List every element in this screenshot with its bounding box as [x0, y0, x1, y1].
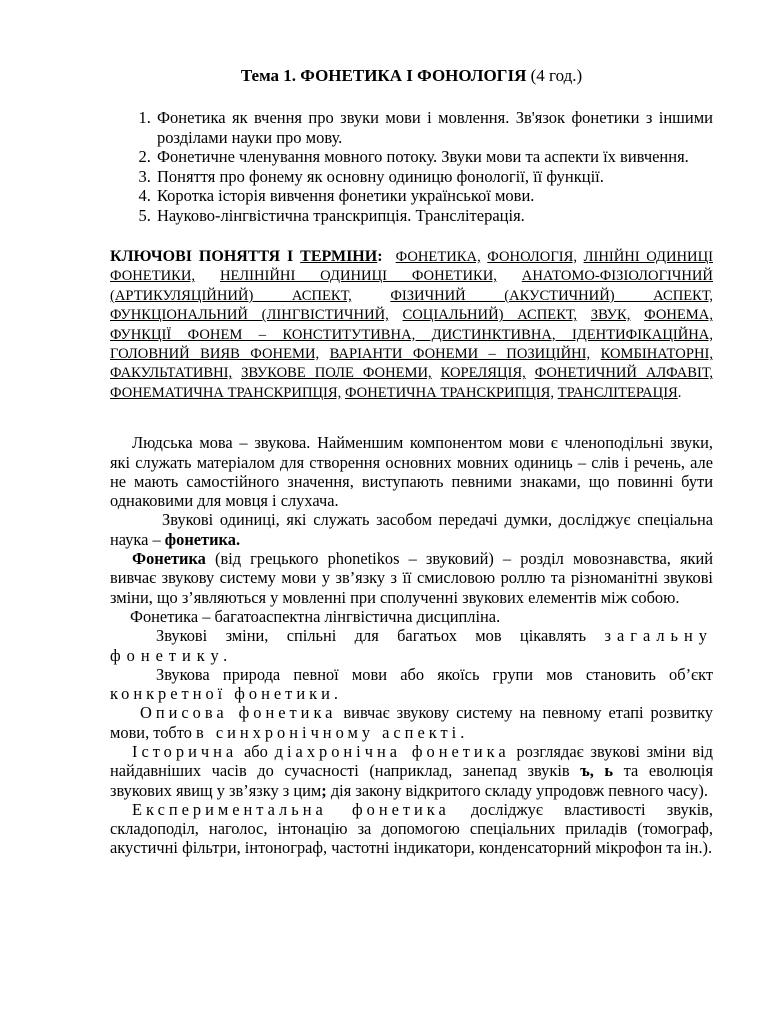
paragraph — [110, 800, 713, 858]
paragraph-spaced: загальну фонетику. — [110, 626, 713, 665]
paragraph-bold: Фонетика — [132, 549, 206, 569]
key-terms-heading — [110, 248, 383, 265]
term: ФАКУЛЬТАТИВНІ, — [110, 365, 233, 382]
term: ФОНЕТИЧНИЙ АЛФАВІТ, — [534, 365, 713, 382]
paragraph-text: розглядає звукові зміни від найдавніших часів до сучасності (наприклад, занепад звуків — [110, 742, 713, 781]
term: КОМБІНАТОРНІ, — [600, 346, 713, 363]
paragraph-spaced: Історична — [132, 742, 238, 761]
paragraph — [110, 549, 713, 607]
paragraph — [110, 742, 713, 800]
term: КОРЕЛЯЦІЯ, — [440, 365, 526, 382]
paragraph-spaced: конкретної фонетики. — [110, 684, 342, 704]
list-item: 2. Фонетичне членування мовного потоку. Звуки мови та аспекти їх вивчення. — [155, 147, 713, 167]
term: ФУНКЦІОНАЛЬНИЙ (ЛІНГВІСТИЧНИЙ, — [110, 307, 389, 324]
list-item: 1. Фонетика як вчення про звуки мови і мовлення. Зв'язок фонетики з іншими розділами науки про мову. — [155, 108, 713, 147]
paragraph — [110, 703, 713, 742]
paragraph: Людська мова – звукова. Найменшим компонентом мови є членоподільні звуки, які служать матеріалом для створення основних мовних одиниць – слів і речень, але не мають самостійного значення, виступають певними знаками, що повинні бути однаковими для мовця і слухача. — [110, 433, 713, 511]
paragraph-text: Звукова природа певної мови або якоїсь групи мов становить об’єкт — [156, 664, 713, 684]
term: ФІЗИЧНИЙ (АКУСТИЧНИЙ) АСПЕКТ, — [390, 287, 714, 304]
key-terms-block — [110, 247, 713, 403]
list-item: 5. Науково-лінгвістична транскрипція. Транслітерація. — [155, 206, 713, 226]
key-terms-heading-underlined: ТЕРМІНИ — [300, 248, 378, 265]
terms-end: . — [677, 384, 682, 401]
paragraph: Фонетика – багатоаспектна лінгвістична дисципліна. — [130, 606, 501, 626]
title-hours: (4 год.) — [530, 66, 583, 85]
paragraph-spaced: Експериментальна фонетика — [132, 799, 450, 819]
term: НЕЛІНІЙНІ ОДИНИЦІ ФОНЕТИКИ, — [219, 268, 497, 285]
term: ГОЛОВНИЙ ВИЯВ ФОНЕМИ, — [110, 346, 320, 363]
paragraph — [110, 626, 713, 665]
term: СОЦІАЛЬНИЙ) АСПЕКТ, — [402, 307, 578, 324]
paragraph-text: (від грецького phonetikos – звуковий) – розділ мовознавства, який вивчає звукову систему мови у зв’язку з її смисловою роллю та різноманітні звукові зміни, що з’являються у мовленні при сполученні звукових елементів між собою. — [110, 549, 713, 607]
paragraph-text: дія закону відкритого складу упродовж певного часу). — [326, 780, 708, 800]
paragraph-spaced: в синхронічному аспекті. — [196, 722, 469, 742]
topics-list — [110, 108, 713, 225]
term: ЛІНІЙНІ ОДИНИЦІ ФОНЕТИКИ, — [110, 249, 713, 285]
paragraph-text: та еволюція звукових явищ у зв’язку з цим — [110, 761, 713, 800]
paragraph-text: Звукові зміни, спільні для багатьох мов цікавлять — [156, 626, 605, 646]
paragraph-bold: ъ, ь — [580, 761, 614, 781]
paragraph-bold: ; — [321, 780, 327, 800]
term: ФОНЕТИКА, — [395, 249, 481, 265]
paragraph-spaced: діахронічна фонетика — [274, 742, 510, 761]
term: ТРАНСЛІТЕРАЦІЯ — [557, 384, 678, 401]
paragraph-text: Звукові одиниці, які служать засобом передачі думки, досліджує спеціальна наука – — [110, 510, 713, 549]
term: ВАРІАНТИ ФОНЕМИ – ПОЗИЦІЙНІ, — [329, 346, 591, 363]
page-title — [110, 66, 713, 86]
term: АНАТОМО-ФІЗІОЛОГІЧНИЙ (АРТИКУЛЯЦІЙНИЙ) АСПЕКТ, — [110, 268, 713, 304]
term: ФУНКЦІЇ ФОНЕМ – КОНСТИТУТИВНА, ДИСТИНКТИВНА, ІДЕНТИФІКАЦІЙНА, — [110, 326, 713, 343]
list-item: 3. Поняття про фонему як основну одиницю фонології, її функції. — [155, 167, 713, 187]
paragraph-bold: фонетика. — [164, 529, 241, 549]
paragraph — [110, 510, 713, 549]
term: ФОНЕМАТИЧНА ТРАНСКРИПЦІЯ, — [110, 384, 342, 401]
paragraph-text: досліджує властивості звуків, складоподіл, наголос, інтонацію за допомогою спеціальних приладів (томограф, акустичні фільтри, інтонограф, частотні індикатори, конденсаторний мікрофон та ін.). — [110, 799, 713, 858]
term: ЗВУКОВЕ ПОЛЕ ФОНЕМИ, — [241, 365, 432, 382]
paragraph-spaced: Описова фонетика — [140, 703, 337, 723]
paragraph-text: або — [237, 742, 275, 761]
body-text — [110, 433, 713, 858]
list-item: 4. Коротка історія вивчення фонетики української мови. — [155, 186, 713, 206]
paragraph-text: вивчає звукову систему на певному етапі розвитку мови, тобто — [110, 703, 713, 742]
key-terms-heading-part: КЛЮЧОВІ ПОНЯТТЯ І — [110, 248, 301, 265]
term: ФОНОЛОГІЯ, — [487, 249, 577, 265]
term: ФОНЕМА, — [644, 307, 713, 324]
term: ФОНЕТИЧНА ТРАНСКРИПЦІЯ, — [344, 384, 555, 401]
title-label: Тема 1. ФОНЕТИКА І ФОНОЛОГІЯ — [240, 66, 527, 85]
key-terms-heading-colon: : — [377, 248, 383, 265]
document-page — [110, 66, 713, 858]
paragraph — [110, 665, 713, 704]
term: ЗВУК, — [590, 307, 631, 324]
